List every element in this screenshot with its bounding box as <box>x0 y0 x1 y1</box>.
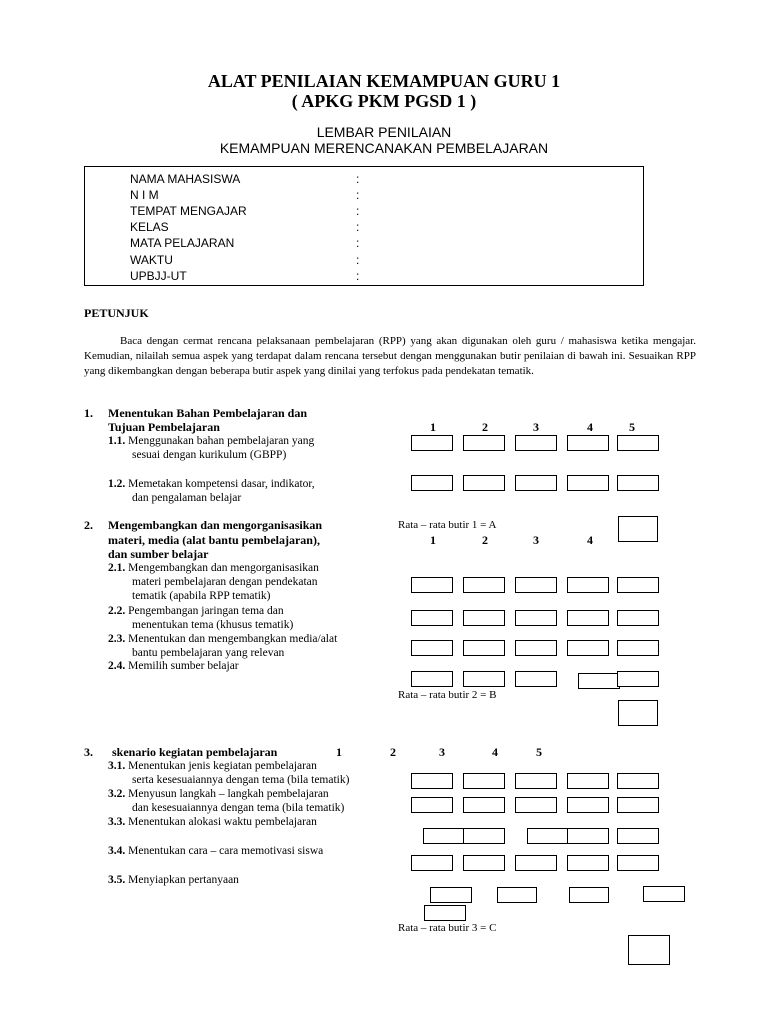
score-box-2-4-1[interactable] <box>411 671 453 687</box>
score-box-3-4-1[interactable] <box>411 855 453 871</box>
field-label-tempat: TEMPAT MENGAJAR <box>130 204 247 218</box>
item-text: Memilih sumber belajar <box>128 660 239 672</box>
item-text: Menentukan alokasi waktu pembelajaran <box>128 816 317 828</box>
item-number: 2.4. <box>108 660 126 672</box>
item-text: Memetakan kompetensi dasar, indikator, <box>128 478 315 490</box>
score-box-3-1-4[interactable] <box>567 773 609 789</box>
score-box-1-1-5[interactable] <box>617 435 659 451</box>
section-1-number: 1. <box>84 406 93 420</box>
score-box-3-1-2[interactable] <box>463 773 505 789</box>
page-subtitle-code: ( APKG PKM PGSD 1 ) <box>291 91 477 111</box>
scale-label-1: 1 <box>430 533 436 547</box>
score-box-2-3-4[interactable] <box>567 640 609 656</box>
score-box-3-5-1[interactable] <box>430 887 472 903</box>
item-number: 2.3. <box>108 633 126 645</box>
score-box-3-1-1[interactable] <box>411 773 453 789</box>
score-box-2-3-1[interactable] <box>411 640 453 656</box>
score-box-3-1-3[interactable] <box>515 773 557 789</box>
section-2-title: Mengembangkan dan mengorganisasikan <box>108 518 323 532</box>
score-box-2-4-2[interactable] <box>463 671 505 687</box>
score-box-2-2-1[interactable] <box>411 610 453 626</box>
scale-label-4: 4 <box>587 420 593 434</box>
item-text-line2: materi pembelajaran dengan pendekatan <box>132 576 318 588</box>
item-text-line2: menentukan tema (khusus tematik) <box>132 619 294 631</box>
score-box-3-3-3[interactable] <box>527 828 569 844</box>
item-number: 3.3. <box>108 816 126 828</box>
item-text: Menggunakan bahan pembelajaran yang <box>128 435 315 447</box>
score-box-3-3-5[interactable] <box>617 828 659 844</box>
scale-label-5: 5 <box>629 420 635 434</box>
item-text-line2: serta kesesuaiannya dengan tema (bila tematik) <box>132 774 350 786</box>
item-text-line2: dan kesesuaiannya dengan tema (bila tematik) <box>132 802 345 814</box>
score-box-3-2-3[interactable] <box>515 797 557 813</box>
item-number: 3.2. <box>108 788 126 800</box>
score-box-1-2-1[interactable] <box>411 475 453 491</box>
score-box-2-1-2[interactable] <box>463 577 505 593</box>
sheet-subtitle: KEMAMPUAN MERENCANAKAN PEMBELAJARAN <box>219 140 549 156</box>
score-box-2-4-4[interactable] <box>578 673 620 689</box>
field-label-kelas: KELAS <box>130 220 169 234</box>
score-box-3-4-4[interactable] <box>567 855 609 871</box>
score-box-3-5-4[interactable] <box>643 886 685 902</box>
field-label-nim: N I M <box>130 188 159 202</box>
scale-label-1: 1 <box>430 420 436 434</box>
score-box-2-2-4[interactable] <box>567 610 609 626</box>
average-box-a[interactable] <box>618 516 658 542</box>
item-text: Menentukan dan mengembangkan media/alat <box>128 633 338 645</box>
score-box-3-3-1[interactable] <box>423 828 465 844</box>
average-label-c: Rata – rata butir 3 = C <box>398 922 497 934</box>
score-box-1-2-3[interactable] <box>515 475 557 491</box>
average-label-a: Rata – rata butir 1 = A <box>398 519 497 531</box>
score-box-2-2-5[interactable] <box>617 610 659 626</box>
item-text: Menentukan cara – cara memotivasi siswa <box>128 845 324 857</box>
score-box-2-4-3[interactable] <box>515 671 557 687</box>
score-box-2-1-3[interactable] <box>515 577 557 593</box>
score-box-3-2-4[interactable] <box>567 797 609 813</box>
section-2-number: 2. <box>84 518 93 532</box>
score-box-1-1-4[interactable] <box>567 435 609 451</box>
score-box-1-2-2[interactable] <box>463 475 505 491</box>
score-box-3-1-5[interactable] <box>617 773 659 789</box>
page-title: ALAT PENILAIAN KEMAMPUAN GURU 1 <box>207 71 561 91</box>
field-label-upbjj: UPBJJ-UT <box>130 269 187 283</box>
score-box-3-2-5[interactable] <box>617 797 659 813</box>
item-number: 3.5. <box>108 874 126 886</box>
scale-label-4: 4 <box>492 745 498 759</box>
field-label-waktu: WAKTU <box>130 253 173 267</box>
scale-label-1: 1 <box>336 745 342 759</box>
field-value-nama[interactable]: : <box>356 172 360 186</box>
score-box-1-1-2[interactable] <box>463 435 505 451</box>
scale-label-2: 2 <box>482 533 488 547</box>
sheet-title: LEMBAR PENILAIAN <box>316 124 452 140</box>
scale-label-2: 2 <box>482 420 488 434</box>
item-text-line2: dan pengalaman belajar <box>132 492 242 504</box>
petunjuk-heading: PETUNJUK <box>84 306 149 320</box>
section-1-title-line2: Tujuan Pembelajaran <box>108 420 220 434</box>
item-text-line2: sesuai dengan kurikulum (GBPP) <box>132 449 287 461</box>
section-3-title: skenario kegiatan pembelajaran <box>112 745 278 759</box>
score-box-3-2-2[interactable] <box>463 797 505 813</box>
field-label-nama: NAMA MAHASISWA <box>130 172 241 186</box>
score-box-3-5-2[interactable] <box>497 887 537 903</box>
scale-label-4: 4 <box>587 533 593 547</box>
item-number: 1.2. <box>108 478 126 490</box>
item-number: 2.2. <box>108 605 126 617</box>
score-box-2-4-5[interactable] <box>617 671 659 687</box>
scale-label-2: 2 <box>390 745 396 759</box>
item-text-line2: bantu pembelajaran yang relevan <box>132 647 285 659</box>
score-box-2-1-1[interactable] <box>411 577 453 593</box>
score-box-2-2-3[interactable] <box>515 610 557 626</box>
item-text-line3: tematik (apabila RPP tematik) <box>132 590 271 602</box>
field-value-upbjj[interactable]: : <box>356 269 360 283</box>
score-box-2-3-3[interactable] <box>515 640 557 656</box>
score-box-1-2-4[interactable] <box>567 475 609 491</box>
score-box-3-4-3[interactable] <box>515 855 557 871</box>
field-value-kelas[interactable]: : <box>356 220 360 234</box>
score-box-3-4-5[interactable] <box>617 855 659 871</box>
scale-label-3: 3 <box>439 745 445 759</box>
average-label-b: Rata – rata butir 2 = B <box>398 689 497 701</box>
score-box-2-1-4[interactable] <box>567 577 609 593</box>
section-2-title-line3: dan sumber belajar <box>108 547 209 561</box>
score-box-3-5-5[interactable] <box>424 905 466 921</box>
section-2-title-line2: materi, media (alat bantu pembelajaran), <box>108 533 320 547</box>
score-box-3-3-2[interactable] <box>463 828 505 844</box>
item-text: Pengembangan jaringan tema dan <box>128 605 284 617</box>
score-box-3-2-1[interactable] <box>411 797 453 813</box>
field-label-mapel: MATA PELAJARAN <box>130 236 235 250</box>
score-box-1-2-5[interactable] <box>617 475 659 491</box>
field-value-mapel[interactable]: : <box>356 236 360 250</box>
item-number: 3.1. <box>108 760 126 772</box>
item-text: Menyusun langkah – langkah pembelajaran <box>128 788 329 800</box>
item-number: 2.1. <box>108 562 126 574</box>
field-value-waktu[interactable]: : <box>356 253 360 267</box>
score-box-2-2-2[interactable] <box>463 610 505 626</box>
scale-label-5: 5 <box>536 745 542 759</box>
average-box-b[interactable] <box>618 700 658 726</box>
score-box-3-5-3[interactable] <box>569 887 609 903</box>
field-value-nim[interactable]: : <box>356 188 360 202</box>
score-box-3-3-4[interactable] <box>567 828 609 844</box>
item-text: Mengembangkan dan mengorganisasikan <box>128 562 319 574</box>
score-box-3-4-2[interactable] <box>463 855 505 871</box>
item-number: 3.4. <box>108 845 126 857</box>
section-1-title: Menentukan Bahan Pembelajaran dan <box>108 406 308 420</box>
score-box-1-1-1[interactable] <box>411 435 453 451</box>
score-box-2-3-5[interactable] <box>617 640 659 656</box>
petunjuk-text: Baca dengan cermat rencana pelaksanaan pembelajaran (RPP) yang akan digunakan oleh guru / mahasiswa ketika mengajar. Kemudian, nilailah semua aspek yang terdapat dalam rencana tersebut dengan menggunakan butir penilaian di bawah ini. Sesuaikan RPP yang dikembangkan dengan beberapa butir aspek yang dinilai yang terfokus pada pendekatan tematik. <box>84 335 696 377</box>
item-text: Menyiapkan pertanyaan <box>128 874 239 886</box>
scale-label-3: 3 <box>533 533 539 547</box>
score-box-2-1-5[interactable] <box>617 577 659 593</box>
item-number: 1.1. <box>108 435 126 447</box>
field-value-tempat[interactable]: : <box>356 204 360 218</box>
score-box-1-1-3[interactable] <box>515 435 557 451</box>
item-text: Menentukan jenis kegiatan pembelajaran <box>128 760 317 772</box>
average-box-c[interactable] <box>628 935 670 965</box>
score-box-2-3-2[interactable] <box>463 640 505 656</box>
scale-label-3: 3 <box>533 420 539 434</box>
section-3-number: 3. <box>84 745 93 759</box>
